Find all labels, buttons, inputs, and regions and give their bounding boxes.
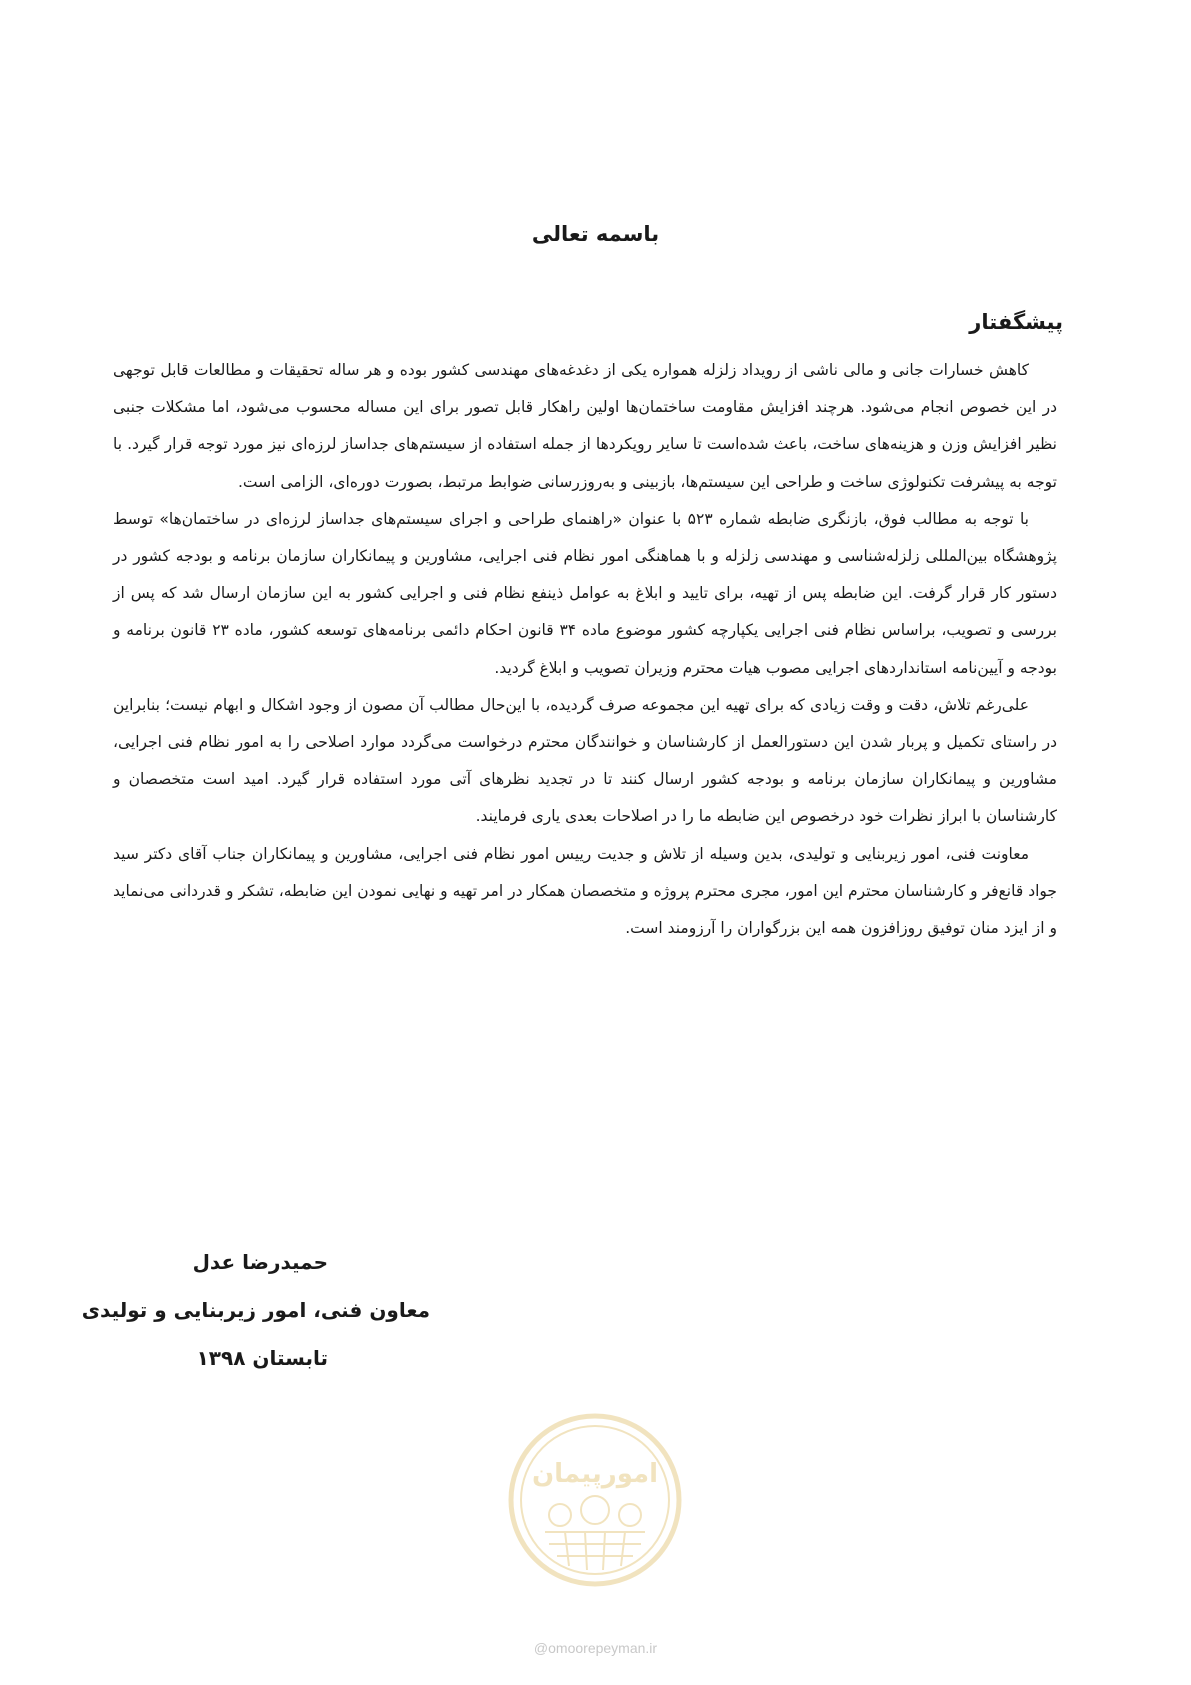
signatory-title: معاون فنی، امور زیربنایی و تولیدی	[81, 1298, 430, 1322]
paragraph: کاهش خسارات جانی و مالی ناشی از رویداد زلزله همواره یکی از دغدغه‌های مهندسی کشور بوده و هر ساله تحقیقات و مطالعات قابل توجهی در این خصوص انجام می‌شود. هرچند افزایش مقاومت ساختمان‌ها اولین راهکار قابل تصور برای این مساله محسوب می‌شود، اما مشکلات جنبی نظیر افزایش وزن و هزینه‌های ساخت، باعث شده‌است تا سایر رویکردها از جمله استفاده از سیستم‌های جداساز لرزه‌ای نیز مورد توجه قرار گیرد. با توجه به پیشرفت تکنولوژی ساخت و طراحی این سیستم‌ها، بازبینی و به‌روزرسانی ضوابط مرتبط، بصورت دوره‌ای، الزامی است.	[113, 361, 1057, 491]
paragraph: معاونت فنی، امور زیربنایی و تولیدی، بدین وسیله از تلاش و جدیت رییس امور نظام فنی اجرایی، مشاورین و پیمانکاران جناب آقای دکتر سید جواد قانع‌فر و کارشناسان محترم این امور، مجری محترم پروژه و متخصصان همکار در امر تهیه و نهایی نمودن این ضابطه، تشکر و قدردانی می‌نماید و از ایزد منان توفیق روزافزون همه این بزرگواران را آرزومند است.	[113, 844, 1057, 938]
signatory-name: حمیدرضا عدل	[192, 1250, 328, 1274]
seal-lettering: امورپیمان	[531, 1459, 659, 1489]
signature-block	[81, 1238, 430, 1382]
section-title: پیشگفتار	[969, 310, 1063, 334]
paragraph: با توجه به مطالب فوق، بازنگری ضابطه شماره ۵۲۳ با عنوان «راهنمای طراحی و اجرای سیستم‌های جداساز لرزه‌ای در ساختمان‌ها» توسط پژوهشگاه بین‌المللی زلزله‌شناسی و مهندسی زلزله و با هماهنگی امور نظام فنی اجرایی، مشاورین و پیمانکاران سازمان برنامه و بودجه کشور در دستور کار قرار گرفت. این ضابطه پس از تهیه، برای تایید و ابلاغ به عوامل ذینفع نظام فنی و اجرایی کشور به این سازمان ارسال شد که پس از بررسی و تصویب، براساس نظام فنی اجرایی یکپارچه کشور موضوع ماده ۳۴ قانون احکام دائمی برنامه‌های توسعه کشور، ماده ۲۳ قانون برنامه و بودجه و آیین‌نامه استانداردهای اجرایی مصوب هیات محترم وزیران تصویب و ابلاغ گردید.	[113, 509, 1057, 677]
signature-date: تابستان ۱۳۹۸	[196, 1346, 328, 1370]
watermark-url: @omoorepeyman.ir	[533, 1640, 658, 1656]
header-basmala: باسمه تعالی	[531, 222, 660, 246]
preface-body	[113, 352, 1057, 947]
watermark-seal-icon	[505, 1410, 685, 1590]
paragraph: علی‌رغم تلاش، دقت و وقت زیادی که برای تهیه این مجموعه صرف گردیده، با این‌حال مطالب آن مصون از وجود اشکال و ابهام نیست؛ بنابراین در راستای تکمیل و پربار شدن این دستورالعمل از کارشناسان و خوانندگان محترم درخواست می‌گردد موارد اصلاحی را به امور نظام فنی اجرایی، مشاورین و پیمانکاران سازمان برنامه و بودجه کشور ارسال کنند تا در تجدید نظرهای آتی مورد استفاده قرار گیرد. امید است متخصصان و کارشناسان با ابراز نظرات خود درخصوص این ضابطه ما را در اصلاحات بعدی یاری فرمایند.	[113, 695, 1057, 826]
